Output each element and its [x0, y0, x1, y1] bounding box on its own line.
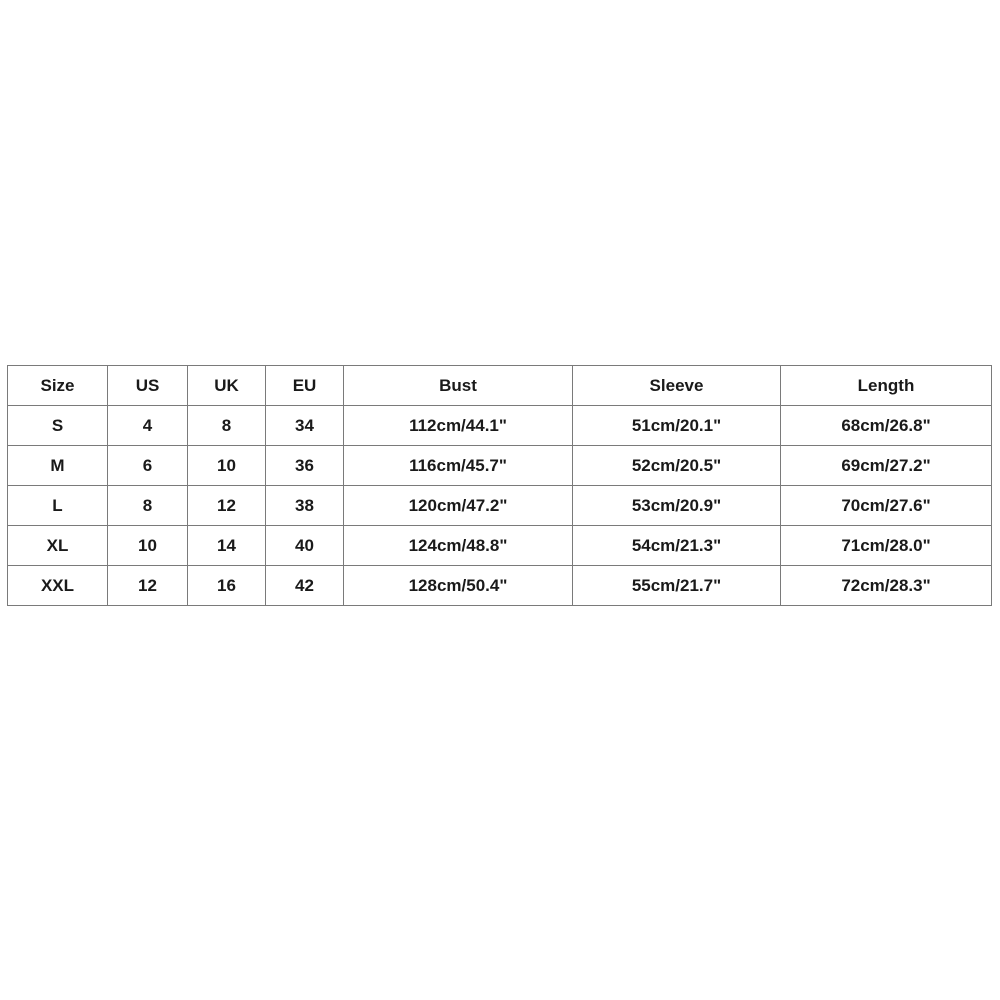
cell-sleeve: 51cm/20.1": [573, 406, 781, 446]
cell-size: XXL: [8, 566, 108, 606]
table-row: [8, 566, 992, 606]
cell-sleeve: 55cm/21.7": [573, 566, 781, 606]
cell-sleeve: 54cm/21.3": [573, 526, 781, 566]
cell-length: 68cm/26.8": [781, 406, 992, 446]
cell-eu: 42: [266, 566, 344, 606]
header-length: Length: [781, 366, 992, 406]
header-us: US: [108, 366, 188, 406]
cell-uk: 14: [188, 526, 266, 566]
table-row: [8, 526, 992, 566]
cell-eu: 34: [266, 406, 344, 446]
cell-sleeve: 53cm/20.9": [573, 486, 781, 526]
size-chart-header: [8, 366, 992, 406]
cell-size: L: [8, 486, 108, 526]
cell-sleeve: 52cm/20.5": [573, 446, 781, 486]
cell-uk: 16: [188, 566, 266, 606]
cell-size: S: [8, 406, 108, 446]
cell-size: M: [8, 446, 108, 486]
size-chart-body: [8, 406, 992, 606]
cell-uk: 8: [188, 406, 266, 446]
cell-us: 8: [108, 486, 188, 526]
table-row: [8, 486, 992, 526]
table-row: [8, 446, 992, 486]
cell-length: 70cm/27.6": [781, 486, 992, 526]
header-bust: Bust: [344, 366, 573, 406]
cell-length: 71cm/28.0": [781, 526, 992, 566]
header-sleeve: Sleeve: [573, 366, 781, 406]
header-eu: EU: [266, 366, 344, 406]
cell-us: 6: [108, 446, 188, 486]
size-chart-table: [7, 365, 992, 606]
cell-us: 12: [108, 566, 188, 606]
cell-bust: 116cm/45.7": [344, 446, 573, 486]
cell-size: XL: [8, 526, 108, 566]
cell-eu: 38: [266, 486, 344, 526]
cell-length: 69cm/27.2": [781, 446, 992, 486]
cell-bust: 124cm/48.8": [344, 526, 573, 566]
header-row: [8, 366, 992, 406]
cell-bust: 120cm/47.2": [344, 486, 573, 526]
cell-length: 72cm/28.3": [781, 566, 992, 606]
cell-bust: 112cm/44.1": [344, 406, 573, 446]
cell-uk: 10: [188, 446, 266, 486]
header-uk: UK: [188, 366, 266, 406]
cell-eu: 36: [266, 446, 344, 486]
cell-uk: 12: [188, 486, 266, 526]
table-row: [8, 406, 992, 446]
cell-bust: 128cm/50.4": [344, 566, 573, 606]
cell-eu: 40: [266, 526, 344, 566]
header-size: Size: [8, 366, 108, 406]
cell-us: 10: [108, 526, 188, 566]
cell-us: 4: [108, 406, 188, 446]
